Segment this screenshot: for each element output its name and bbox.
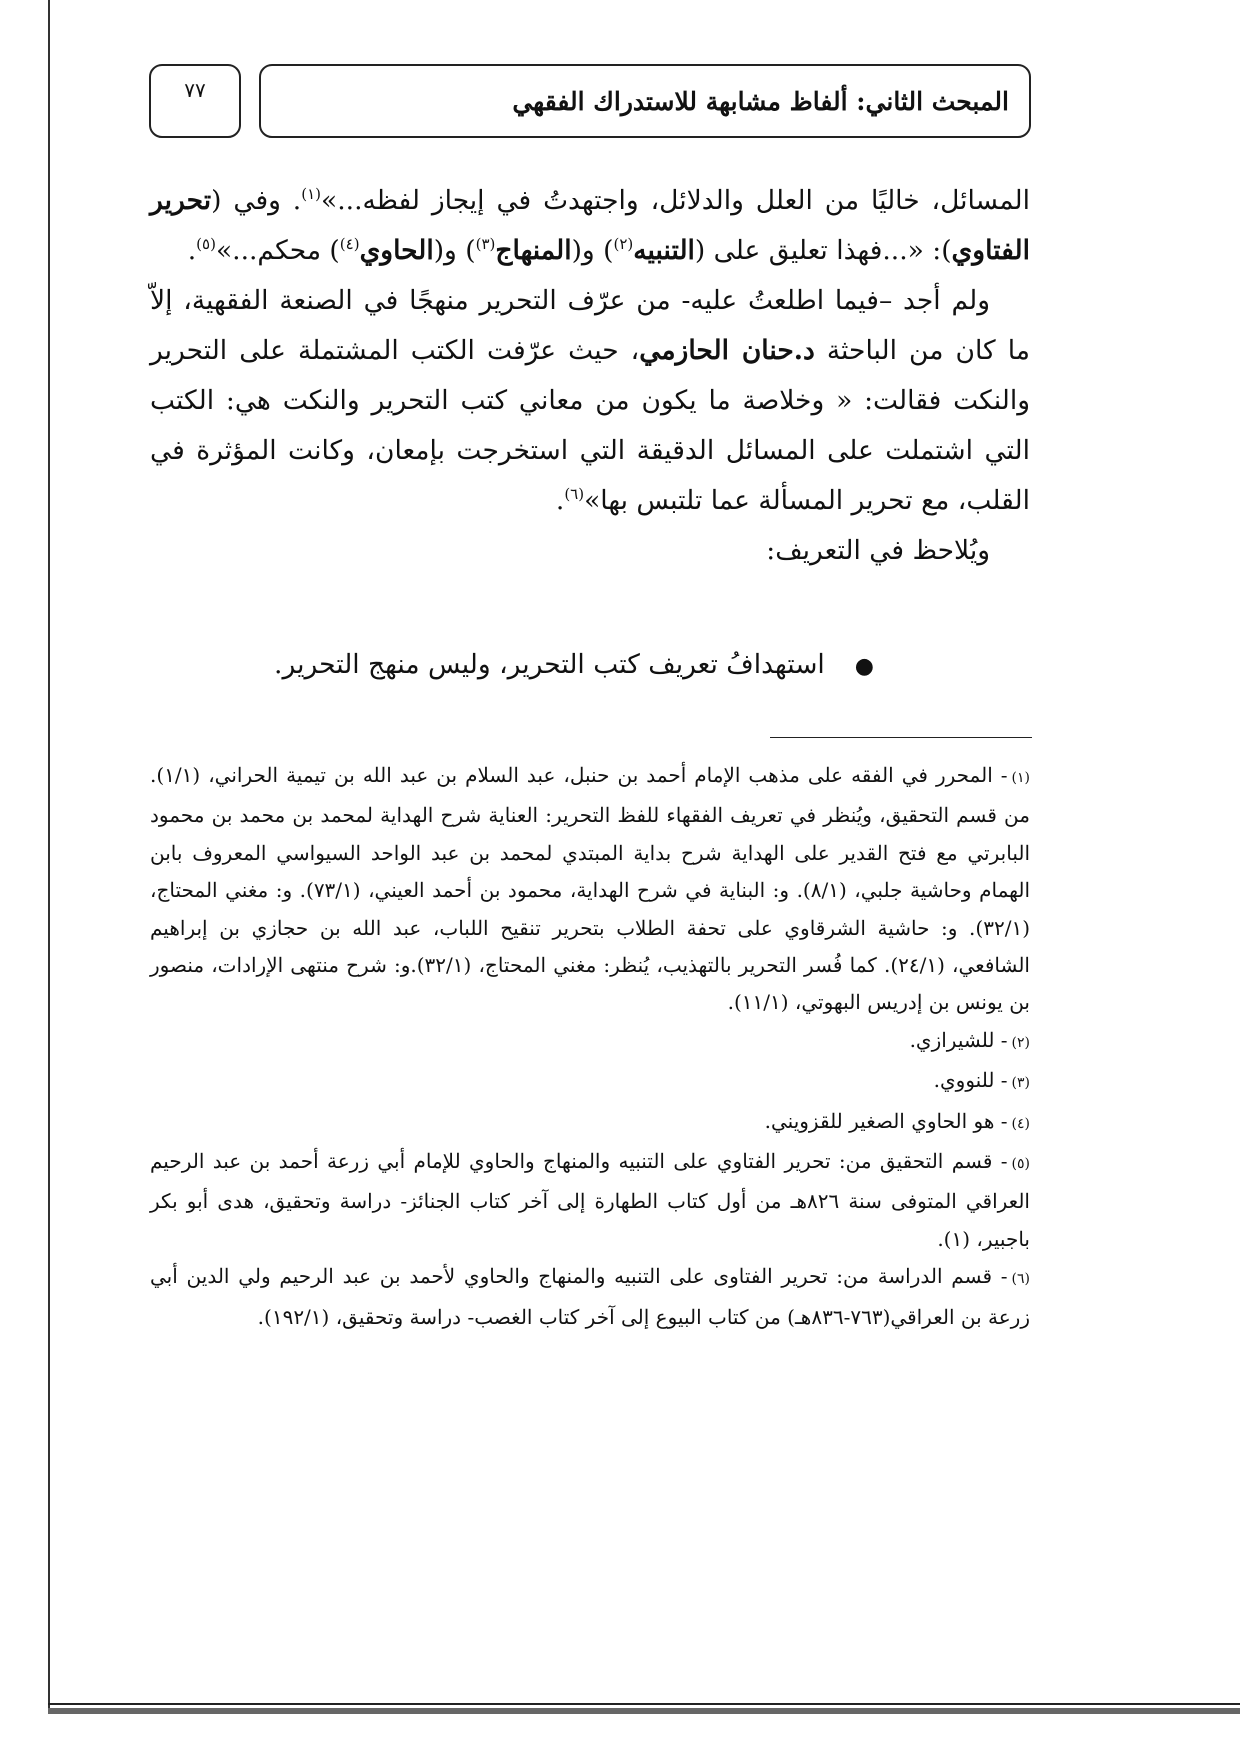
footnote-number: (٥) [1011, 1156, 1030, 1173]
bold-term: د.حنان الحازمي [639, 335, 815, 366]
page-number-box [149, 64, 241, 138]
bold-term: الحاوي [359, 235, 434, 266]
paragraph-2 [150, 276, 1030, 526]
main-text [150, 176, 1030, 576]
text-run: ) و( [571, 235, 614, 266]
footnote-5 [150, 1143, 1030, 1258]
footnote-number: (٦) [1011, 1271, 1030, 1288]
footnote-3 [150, 1062, 1030, 1102]
text-run: ) محكم...» [215, 235, 340, 266]
text-run: المسائل، خاليًا من العلل والدلائل، واجتهدتُ في إيجاز لفظه...» [321, 185, 1030, 216]
paragraph-1 [150, 176, 1030, 276]
footnote-ref: (٦) [564, 485, 585, 504]
footnote-number: (٤) [1011, 1115, 1030, 1132]
text-run: . [187, 235, 197, 266]
footnote-separator [770, 737, 1032, 738]
footnote-1 [150, 757, 1030, 1022]
footnote-4 [150, 1103, 1030, 1143]
bullet-text: استهدافُ تعريف كتب التحرير، وليس منهج التحرير. [274, 649, 825, 680]
footnote-6 [150, 1258, 1030, 1336]
header-title: المبحث الثاني: ألفاظ مشابهة للاستدراك الفقهي [512, 86, 1009, 116]
footnotes [150, 757, 1030, 1336]
footnote-number: (١) [1011, 770, 1030, 786]
footnote-ref: (٣) [475, 235, 496, 254]
footnote-text: - قسم التحقيق من: تحرير الفتاوي على التنبيه والمنهاج والحاوي للإمام أبي زرعة أحمد بن عبد الرحيم العراقي المتوفى سنة ٨٢٦هـ من أول كتاب الطهارة إلى آخر كتاب الجنائز- دراسة وتحقيق، هدى أبو بكر باجبير، (١). [150, 1149, 1030, 1251]
paragraph-3: ويُلاحظ في التعريف: [766, 535, 990, 566]
bold-term: التنبيه [633, 235, 695, 266]
bold-term: تحرير الفتاوي [150, 185, 1030, 266]
footnote-text: - هو الحاوي الصغير للقزويني. [764, 1108, 1008, 1133]
footnote-number: (٣) [1011, 1075, 1030, 1092]
text-run: . وفي ( [211, 185, 302, 216]
text-run: . [555, 485, 565, 516]
footnote-ref: (٢) [613, 235, 634, 254]
footnote-ref: (٥) [196, 235, 216, 254]
footnote-text: - للشيرازي. [909, 1027, 1008, 1052]
running-header [259, 64, 1031, 138]
bold-term: المنهاج [495, 235, 572, 266]
footnote-number: (٢) [1011, 1034, 1030, 1051]
text-run: ، حيث عرّفت الكتب المشتملة على التحرير والنكت فقالت: « وخلاصة ما يكون من معاني كتب التحرير والنكت هي: الكتب التي اشتملت على المسائل الدقيقة التي استخرجت بإمعان، وكانت المؤثرة في القلب، مع تحرير المسألة عما تلتبس بها» [150, 335, 1030, 516]
footnote-2 [150, 1022, 1030, 1062]
bullet-item [150, 640, 874, 692]
page-number: ٧٧ [184, 78, 206, 102]
bullet-icon: ● [854, 654, 874, 679]
text-run: ): «...فهذا تعليق على ( [694, 235, 952, 266]
text-run: ) و( [433, 235, 476, 266]
footnote-text: - المحرر في الفقه على مذهب الإمام أحمد بن حنبل، عبد السلام بن عبد الله بن تيمية الحراني، (١/١). من قسم التحقيق، ويُنظر في تعريف الفقهاء للفظ التحرير: العناية شرح الهداية لمحمد بن محمد بن محمود البابرتي مع فتح القدير على الهداية شرح بداية المبتدي لمحمد بن عبد الواحد السيواسي المعروف بابن الهمام وحاشية جلبي، (٨/١). و: البناية في شرح الهداية، محمود بن أحمد العيني، (٧٣/١). و: مغني المحتاج، (٣٢/١). و: حاشية الشرقاوي على تحفة الطلاب بتحرير تنقيح اللباب، عبد الله بن حجازي بن إبراهيم الشافعي، (٢٤/١). كما فُسر التحرير بالتهذيب، يُنظر: مغني المحتاج، (٣٢/١).و: شرح منتهى الإرادات، منصور بن يونس بن إدريس البهوتي، (١١/١). [150, 763, 1031, 1015]
page-frame-bottom-border [48, 1703, 1240, 1705]
text-run: ولم أجد –فيما اطلعتُ عليه- من عرّف التحرير منهجًا في الصنعة الفقهية، إلاّ ما كان من الباحثة [150, 285, 1030, 366]
footnote-ref: (١) [301, 185, 322, 204]
footnote-text: - للنووي. [933, 1068, 1008, 1093]
page-frame-bottom-shadow [48, 1708, 1240, 1714]
footnote-ref: (٤) [339, 235, 360, 254]
page-frame-left-border [48, 0, 50, 1708]
footnote-text: - قسم الدراسة من: تحرير الفتاوى على التنبيه والمنهاج والحاوي لأحمد بن عبد الرحيم ولي الدين أبي زرعة بن العراقي(٧٦٣-٨٣٦هـ) من كتاب البيوع إلى آخر كتاب الغصب- دراسة وتحقيق، (١٩٢/١). [150, 1264, 1030, 1329]
